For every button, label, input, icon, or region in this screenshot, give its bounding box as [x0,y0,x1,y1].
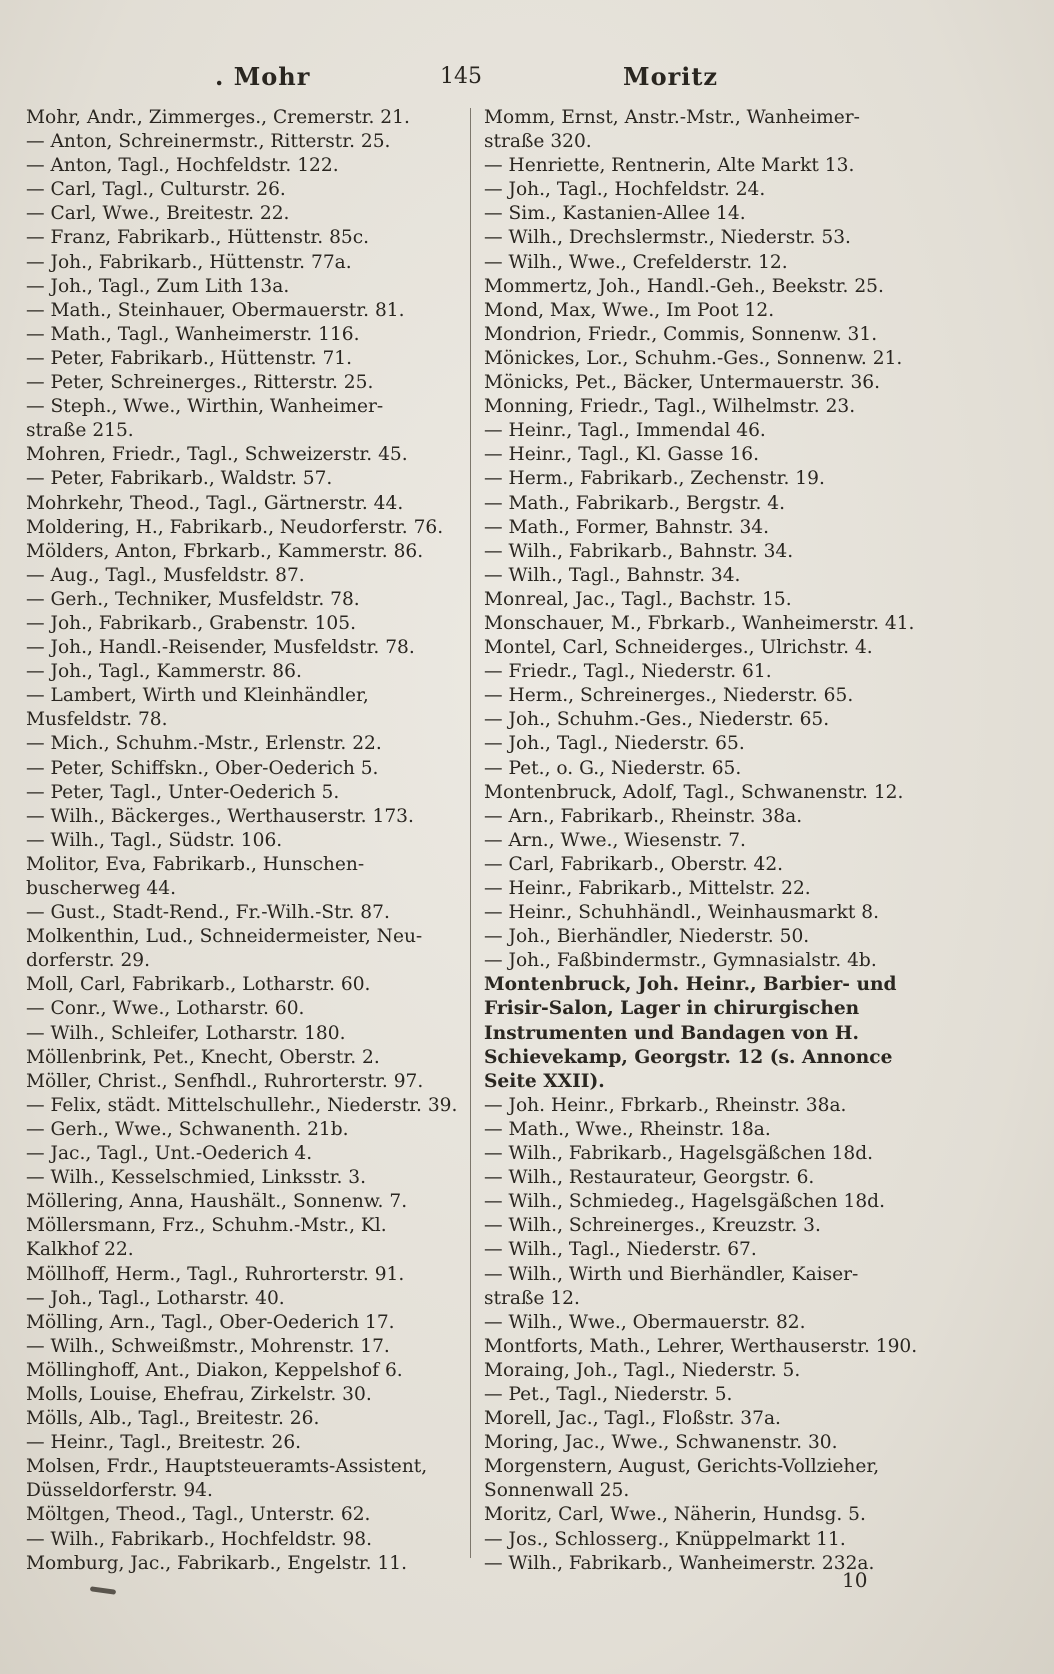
directory-entry: — Wilh., Wwe., Crefelderstr. 12. [484,251,788,273]
directory-entry: Montforts, Math., Lehrer, Werthauserstr. 190. [484,1335,918,1357]
directory-entry: Moldering, H., Fabrikarb., Neudorferstr. 76. [26,516,444,538]
directory-entry: Frisir-Salon, Lager in chirurgischen [484,998,860,1020]
directory-entry: — Peter, Tagl., Unter-Oederich 5. [26,781,340,803]
directory-entry: Morgenstern, August, Gerichts-Vollzieher, [484,1456,880,1478]
directory-entry: Mohren, Friedr., Tagl., Schweizerstr. 45. [26,444,408,466]
directory-entry: — Lambert, Wirth und Kleinhändler, [26,685,369,707]
directory-entry: — Mich., Schuhm.-Mstr., Erlenstr. 22. [26,733,382,755]
directory-entry: — Wilh., Drechslermstr., Niederstr. 53. [484,227,851,249]
directory-entry: Mölls, Alb., Tagl., Breitestr. 26. [26,1408,320,1430]
page-number: 145 [440,64,482,89]
directory-entry: — Wilh., Schmiedeg., Hagelsgäßchen 18d. [484,1191,885,1213]
directory-entry: — Heinr., Tagl., Immendal 46. [484,420,766,442]
directory-entry: Schievekamp, Georgstr. 12 (s. Annonce [484,1046,893,1068]
directory-entry: — Joh. Heinr., Fbrkarb., Rheinstr. 38a. [484,1094,847,1116]
directory-entry: — Anton, Tagl., Hochfeldstr. 122. [26,155,339,177]
directory-entry: — Wilh., Tagl., Südstr. 106. [26,829,283,851]
directory-entry: — Pet., o. G., Niederstr. 65. [484,757,742,779]
ink-smudge [90,1586,116,1595]
directory-entry: — Conr., Wwe., Lotharstr. 60. [26,998,305,1020]
directory-entry: Düsseldorferstr. 94. [26,1480,213,1502]
directory-entry: — Joh., Fabrikarb., Grabenstr. 105. [26,612,356,634]
directory-entry: — Carl, Wwe., Breitestr. 22. [26,203,290,225]
directory-entry: — Wilh., Kesselschmied, Linksstr. 3. [26,1167,367,1189]
directory-entry: — Wilh., Wwe., Obermauerstr. 82. [484,1311,806,1333]
directory-entry: Möller, Christ., Senfhdl., Ruhrorterstr. 97. [26,1070,424,1092]
directory-entry: — Peter, Schiffskn., Ober-Oederich 5. [26,757,379,779]
directory-entry: — Wilh., Bäckerges., Werthauserstr. 173. [26,805,414,827]
directory-entry: — Peter, Fabrikarb., Hüttenstr. 71. [26,347,353,369]
directory-entry: — Friedr., Tagl., Niederstr. 61. [484,661,772,683]
directory-entry: — Heinr., Tagl., Breitestr. 26. [26,1432,302,1454]
directory-entry: — Gerh., Techniker, Musfeldstr. 78. [26,588,360,610]
directory-entry: Mölling, Arn., Tagl., Ober-Oederich 17. [26,1311,395,1333]
directory-entry: — Wilh., Tagl., Niederstr. 67. [484,1239,757,1261]
directory-entry: Monreal, Jac., Tagl., Bachstr. 15. [484,588,792,610]
directory-entry: Molkenthin, Lud., Schneidermeister, Neu- [26,926,423,948]
directory-entry: — Wilh., Fabrikarb., Wanheimerstr. 232a. [484,1552,875,1574]
directory-entry: — Wilh., Wirth und Bierhändler, Kaiser- [484,1263,859,1285]
directory-entry: — Pet., Tagl., Niederstr. 5. [484,1383,733,1405]
directory-entry: — Carl, Fabrikarb., Oberstr. 42. [484,853,784,875]
directory-entry: — Joh., Tagl., Zum Lith 13a. [26,275,290,297]
directory-entry: — Steph., Wwe., Wirthin, Wanheimer- [26,396,384,418]
directory-entry: — Joh., Tagl., Hochfeldstr. 24. [484,179,766,201]
directory-entry: — Henriette, Rentnerin, Alte Markt 13. [484,155,855,177]
directory-entry: — Wilh., Fabrikarb., Hochfeldstr. 98. [26,1528,373,1550]
directory-entry: — Aug., Tagl., Musfeldstr. 87. [26,564,305,586]
directory-entry: Monning, Friedr., Tagl., Wilhelmstr. 23. [484,396,856,418]
directory-entry: Möllersmann, Frz., Schuhm.-Mstr., Kl. [26,1215,387,1237]
directory-entry: Möllenbrink, Pet., Knecht, Oberstr. 2. [26,1046,380,1068]
directory-entry: Molls, Louise, Ehefrau, Zirkelstr. 30. [26,1383,372,1405]
directory-entry: — Felix, städt. Mittelschullehr., Niederstr. 39. [26,1094,458,1116]
directory-entry: straße 12. [484,1287,580,1309]
directory-entry: — Joh., Bierhändler, Niederstr. 50. [484,926,810,948]
directory-entry: Mond, Max, Wwe., Im Poot 12. [484,299,775,321]
directory-entry: — Anton, Schreinermstr., Ritterstr. 25. [26,131,391,153]
directory-entry: — Gust., Stadt-Rend., Fr.-Wilh.-Str. 87. [26,902,390,924]
column-divider [470,108,471,1558]
directory-entry: — Wilh., Restaurateur, Georgstr. 6. [484,1167,815,1189]
directory-entry: Musfeldstr. 78. [26,709,168,731]
left-column [26,106,456,1576]
header-left-word: . Mohr [215,62,311,91]
directory-entry: — Joh., Handl.-Reisender, Musfeldstr. 78. [26,637,415,659]
directory-entry: — Joh., Faßbindermstr., Gymnasialstr. 4b. [484,950,877,972]
directory-entry: — Franz, Fabrikarb., Hüttenstr. 85c. [26,227,370,249]
directory-entry: Mönickes, Lor., Schuhm.-Ges., Sonnenw. 21. [484,347,903,369]
directory-entry: — Wilh., Fabrikarb., Hagelsgäßchen 18d. [484,1143,874,1165]
directory-entry: — Arn., Wwe., Wiesenstr. 7. [484,829,746,851]
directory-entry: — Math., Steinhauer, Obermauerstr. 81. [26,299,405,321]
directory-entry: straße 320. [484,131,592,153]
directory-entry: Instrumenten und Bandagen von H. [484,1022,859,1044]
directory-entry: — Joh., Tagl., Lotharstr. 40. [26,1287,285,1309]
directory-entry: Möllinghoff, Ant., Diakon, Keppelshof 6. [26,1359,403,1381]
directory-entry: Möllering, Anna, Haushält., Sonnenw. 7. [26,1191,408,1213]
directory-entry: — Heinr., Schuhhändl., Weinhausmarkt 8. [484,902,880,924]
directory-entry: Mohrkehr, Theod., Tagl., Gärtnerstr. 44. [26,492,404,514]
directory-entry: Momburg, Jac., Fabrikarb., Engelstr. 11. [26,1552,408,1574]
directory-entry: Mommertz, Joh., Handl.-Geh., Beekstr. 25. [484,275,884,297]
directory-entry: — Math., Fabrikarb., Bergstr. 4. [484,492,786,514]
signature-number: 10 [842,1568,868,1592]
directory-entry: — Wilh., Schreinerges., Kreuzstr. 3. [484,1215,821,1237]
directory-entry: — Math., Wwe., Rheinstr. 18a. [484,1118,771,1140]
directory-entry: — Peter, Fabrikarb., Waldstr. 57. [26,468,333,490]
directory-entry: — Carl, Tagl., Culturstr. 26. [26,179,286,201]
directory-entry: Mölders, Anton, Fbrkarb., Kammerstr. 86. [26,540,424,562]
directory-entry: — Joh., Tagl., Niederstr. 65. [484,733,745,755]
directory-entry: Moraing, Joh., Tagl., Niederstr. 5. [484,1359,801,1381]
directory-entry: Momm, Ernst, Anstr.-Mstr., Wanheimer- [484,107,860,128]
directory-entry: — Heinr., Fabrikarb., Mittelstr. 22. [484,878,811,899]
directory-entry: Montenbruck, Joh. Heinr., Barbier- und [484,974,897,996]
directory-entry: — Heinr., Tagl., Kl. Gasse 16. [484,444,760,466]
directory-entry: — Peter, Schreinerges., Ritterstr. 25. [26,372,374,394]
directory-entry: Moll, Carl, Fabrikarb., Lotharstr. 60. [26,974,371,996]
right-column [484,106,918,1576]
directory-entry: — Jac., Tagl., Unt.-Oederich 4. [26,1143,313,1165]
directory-entry: — Wilh., Fabrikarb., Bahnstr. 34. [484,540,794,562]
directory-entry: Moritz, Carl, Wwe., Näherin, Hundsg. 5. [484,1504,866,1526]
directory-entry: — Herm., Schreinerges., Niederstr. 65. [484,685,854,707]
directory-entry: — Wilh., Tagl., Bahnstr. 34. [484,564,741,586]
directory-entry: Möltgen, Theod., Tagl., Unterstr. 62. [26,1504,371,1526]
directory-entry: — Sim., Kastanien-Allee 14. [484,203,746,225]
directory-entry: — Math., Former, Bahnstr. 34. [484,516,770,538]
header-right-word: Moritz [623,62,719,91]
directory-entry: Morell, Jac., Tagl., Floßstr. 37a. [484,1408,781,1430]
directory-entry: buscherweg 44. [26,878,177,899]
directory-entry: Monschauer, M., Fbrkarb., Wanheimerstr. 41. [484,612,915,634]
directory-entry: Molitor, Eva, Fabrikarb., Hunschen- [26,853,365,875]
directory-entry: — Joh., Schuhm.-Ges., Niederstr. 65. [484,709,830,731]
directory-entry: — Jos., Schlosserg., Knüppelmarkt 11. [484,1528,846,1550]
directory-entry: Mohr, Andr., Zimmerges., Cremerstr. 21. [26,107,410,128]
directory-entry: — Math., Tagl., Wanheimerstr. 116. [26,323,360,345]
directory-entry: — Gerh., Wwe., Schwanenth. 21b. [26,1118,349,1140]
directory-entry: — Joh., Fabrikarb., Hüttenstr. 77a. [26,251,352,273]
directory-entry: Sonnenwall 25. [484,1480,630,1502]
directory-entry: dorferstr. 29. [26,950,151,972]
directory-entry: Möllhoff, Herm., Tagl., Ruhrorterstr. 91. [26,1263,405,1285]
directory-entry: — Herm., Fabrikarb., Zechenstr. 19. [484,468,825,490]
directory-entry: — Wilh., Schweißmstr., Mohrenstr. 17. [26,1335,390,1357]
directory-entry: straße 215. [26,420,134,442]
directory-entry: Kalkhof 22. [26,1239,134,1261]
directory-entry: Seite XXII). [484,1070,605,1092]
directory-entry: — Arn., Fabrikarb., Rheinstr. 38a. [484,805,803,827]
directory-entry: Mondrion, Friedr., Commis, Sonnenw. 31. [484,323,878,345]
directory-entry: Montel, Carl, Schneiderges., Ulrichstr. 4. [484,637,873,659]
directory-entry: — Joh., Tagl., Kammerstr. 86. [26,661,302,683]
directory-entry: — Wilh., Schleifer, Lotharstr. 180. [26,1022,346,1044]
directory-entry: Molsen, Frdr., Hauptsteueramts-Assistent, [26,1456,428,1478]
directory-entry: Montenbruck, Adolf, Tagl., Schwanenstr. 12. [484,781,904,803]
directory-entry: Mönicks, Pet., Bäcker, Untermauerstr. 36. [484,372,881,394]
page-header [0,62,1054,102]
directory-entry: Moring, Jac., Wwe., Schwanenstr. 30. [484,1432,838,1454]
